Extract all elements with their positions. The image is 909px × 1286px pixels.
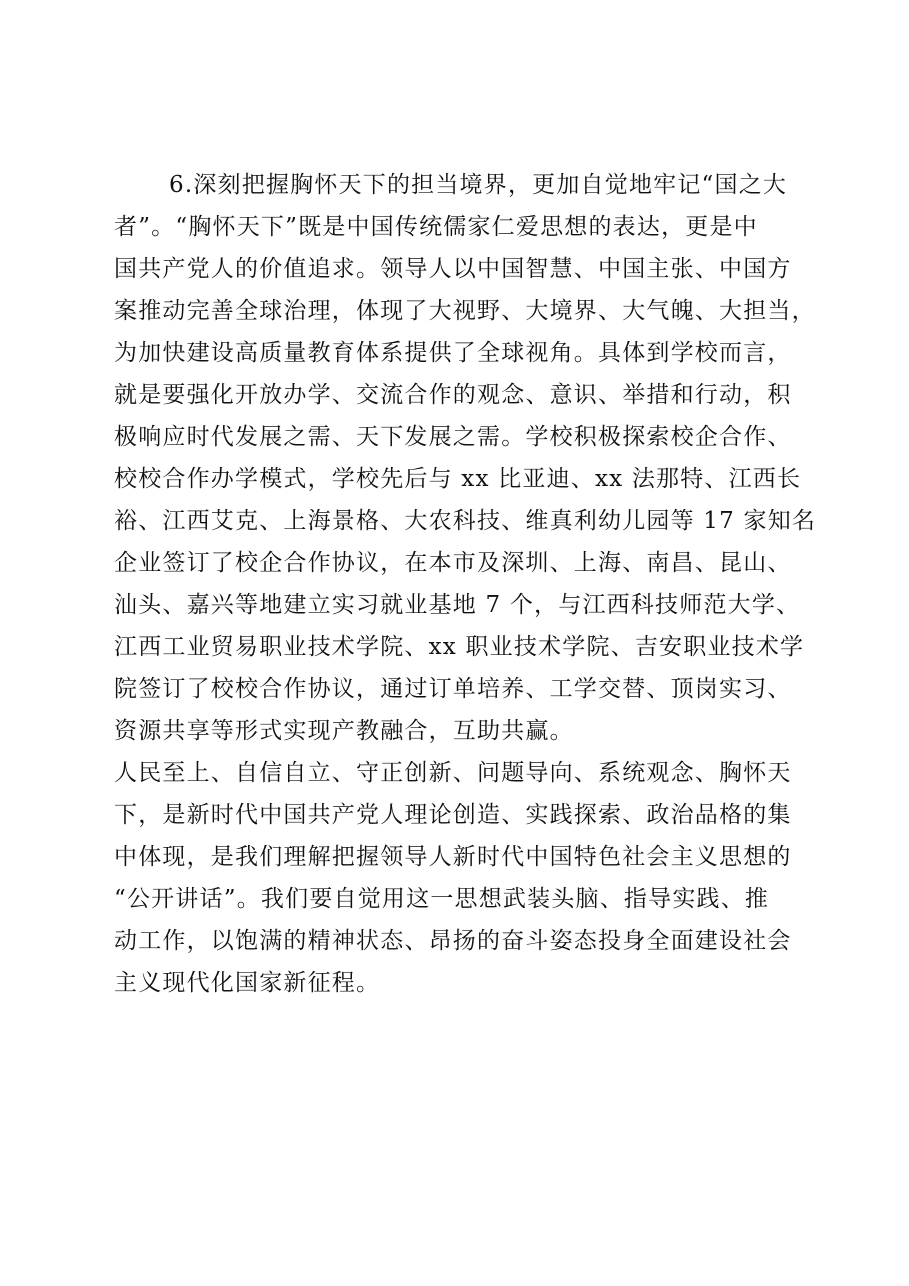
paragraph-line: 资源共享等形式实现产教融合，互助共赢。 bbox=[114, 718, 574, 744]
paragraph-line: 就是要强化开放办学、交流合作的观念、意识、举措和行动，积 bbox=[114, 382, 792, 408]
paragraph-1 bbox=[114, 164, 817, 752]
paragraph-line: 江西工业贸易职业技术学院、xx 职业技术学院、吉安职业技术学 bbox=[114, 634, 805, 660]
paragraph-line: 裕、江西艾克、上海景格、大农科技、维真利幼儿园等 17 家知名 bbox=[114, 508, 817, 534]
paragraph-line: 校校合作办学模式，学校先后与 xx 比亚迪、xx 法那特、江西长 bbox=[114, 466, 802, 492]
paragraph-line: 极响应时代发展之需、天下发展之需。学校积极探索校企合作、 bbox=[114, 424, 792, 450]
paragraph-line: 者”。“胸怀天下”既是中国传统儒家仁爱思想的表达，更是中 bbox=[114, 214, 758, 240]
paragraph-line: 院签订了校校合作协议，通过订单培养、工学交替、顶岗实习、 bbox=[114, 676, 792, 702]
paragraph-line: “公开讲话”。我们要自觉用这一思想武装头脑、指导实践、推 bbox=[114, 886, 770, 912]
paragraph-line: 企业签订了校企合作协议，在本市及深圳、上海、南昌、昆山、 bbox=[114, 550, 792, 576]
paragraph-line: 6.深刻把握胸怀天下的担当境界，更加自觉地牢记“国之大 bbox=[169, 172, 788, 198]
paragraph-line: 主义现代化国家新征程。 bbox=[114, 970, 381, 996]
paragraph-line: 中体现，是我们理解把握领导人新时代中国特色社会主义思想的 bbox=[114, 844, 792, 870]
paragraph-line: 为加快建设高质量教育体系提供了全球视角。具体到学校而言， bbox=[114, 340, 792, 366]
paragraph-line: 案推动完善全球治理，体现了大视野、大境界、大气魄、大担当， bbox=[114, 298, 816, 324]
document-body bbox=[114, 164, 817, 1004]
paragraph-line: 下，是新时代中国共产党人理论创造、实践探索、政治品格的集 bbox=[114, 802, 792, 828]
paragraph-2 bbox=[114, 752, 804, 1004]
paragraph-line: 汕头、嘉兴等地建立实习就业基地 7 个，与江西科技师范大学、 bbox=[114, 592, 801, 618]
paragraph-line: 动工作，以饱满的精神状态、昂扬的奋斗姿态投身全面建设社会 bbox=[114, 928, 792, 954]
paragraph-line: 国共产党人的价值追求。领导人以中国智慧、中国主张、中国方 bbox=[114, 256, 792, 282]
paragraph-line: 人民至上、自信自立、守正创新、问题导向、系统观念、胸怀天 bbox=[114, 760, 792, 786]
